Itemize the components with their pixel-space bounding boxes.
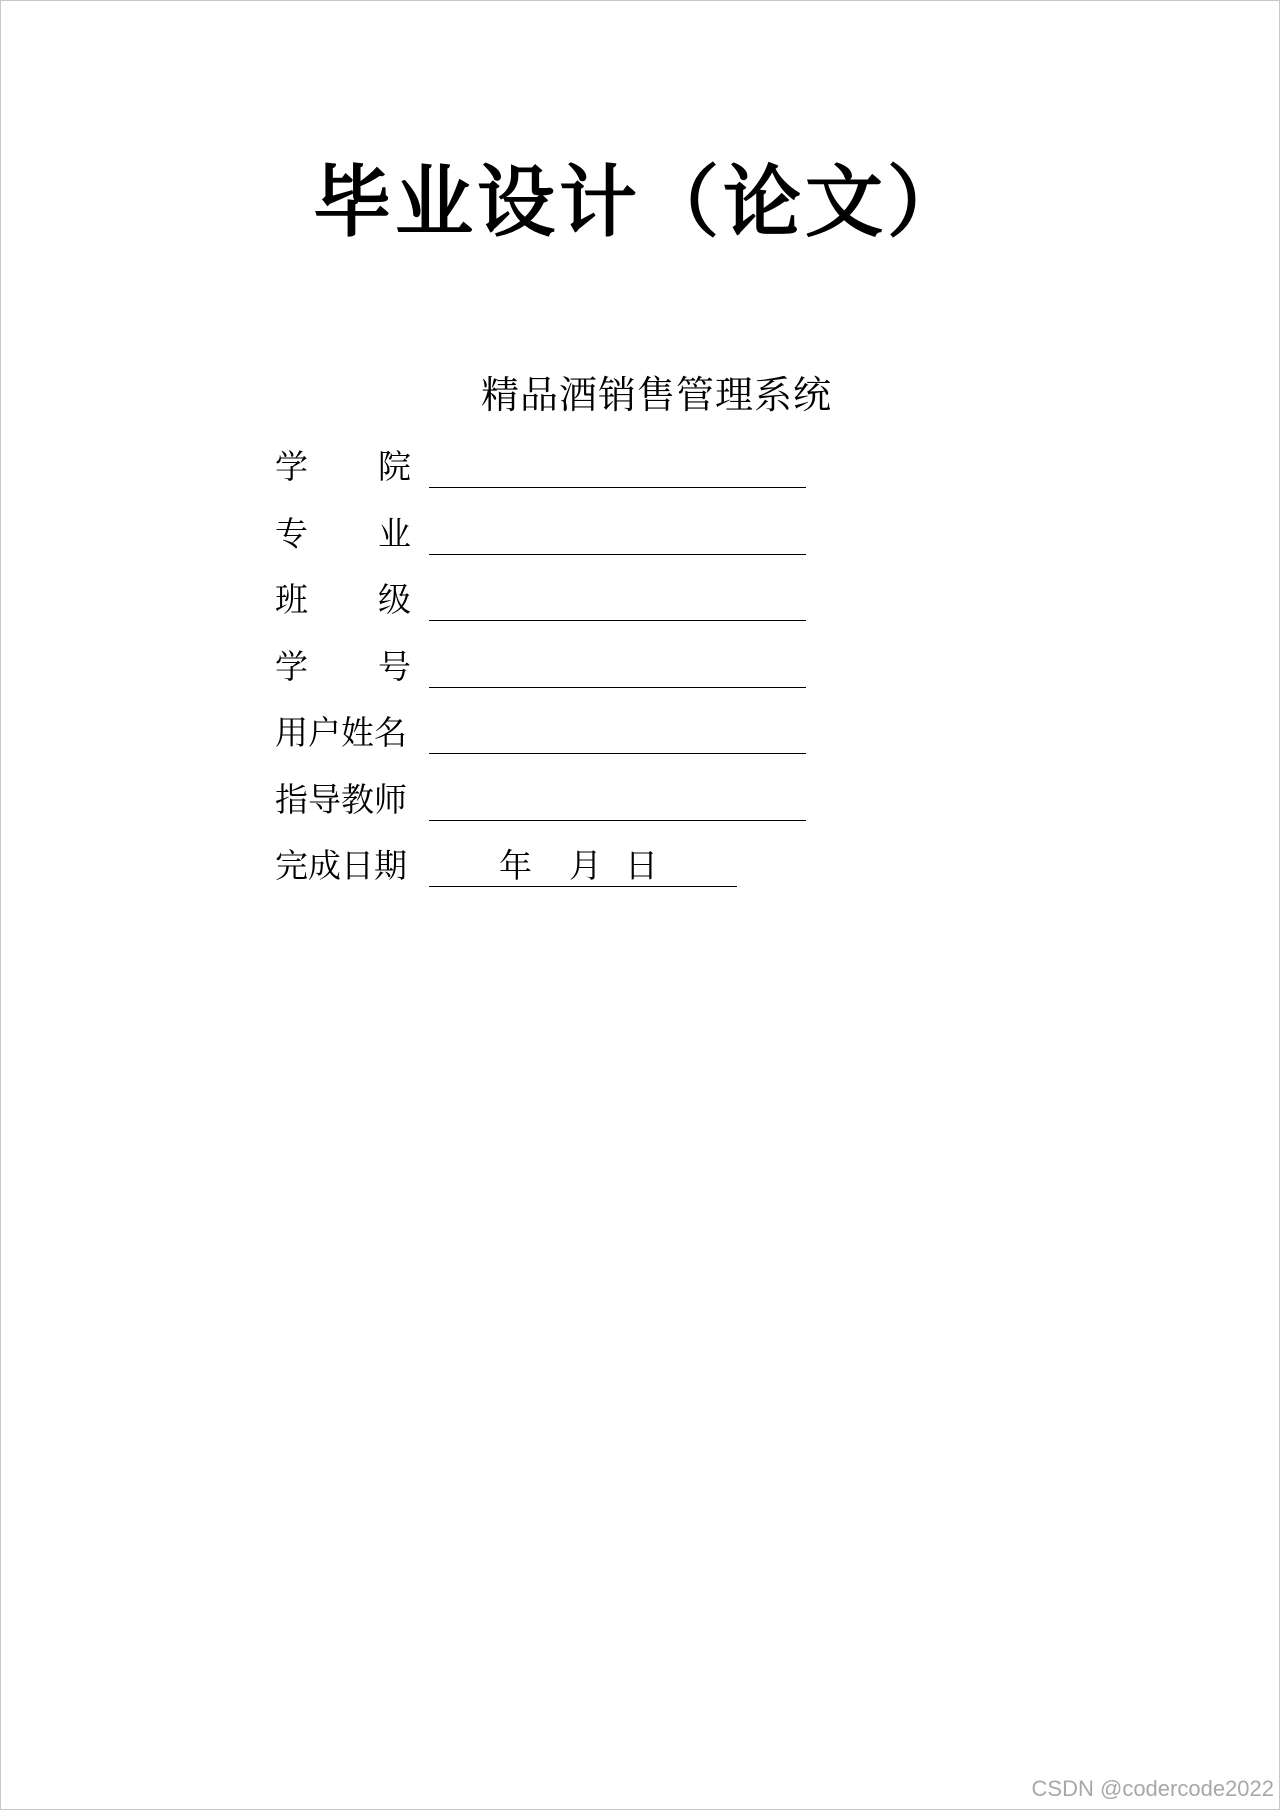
thesis-title: 精品酒销售管理系统 [481,373,833,417]
label-char: 院 [378,447,411,486]
field-label: 完成日期 [275,846,407,885]
date-day: 日 [625,846,658,885]
document-title: 毕业设计（论文） [312,157,969,248]
fill-in-line [429,487,806,488]
fill-in-line [429,886,737,887]
field-label: 指导教师 [275,780,407,819]
field-label [275,508,411,560]
label-char: 班 [275,580,308,619]
label-char: 学 [275,447,308,486]
field-label [275,641,411,693]
label-char: 专 [275,514,308,553]
fill-in-line [429,620,806,621]
label-char: 级 [378,580,411,619]
fill-in-line [429,554,806,555]
date-parts [429,840,737,892]
fill-in-line [429,820,806,821]
date-year: 年 [499,846,532,885]
label-char: 业 [378,514,411,553]
field-label [275,574,411,626]
date-month: 月 [569,846,602,885]
field-label [275,441,411,493]
field-label: 用户姓名 [275,713,407,752]
fill-in-line [429,753,806,754]
watermark: CSDN @codercode2022 [1031,1776,1274,1801]
fill-in-line [429,687,806,688]
label-char: 学 [275,647,308,686]
label-char: 号 [378,647,411,686]
